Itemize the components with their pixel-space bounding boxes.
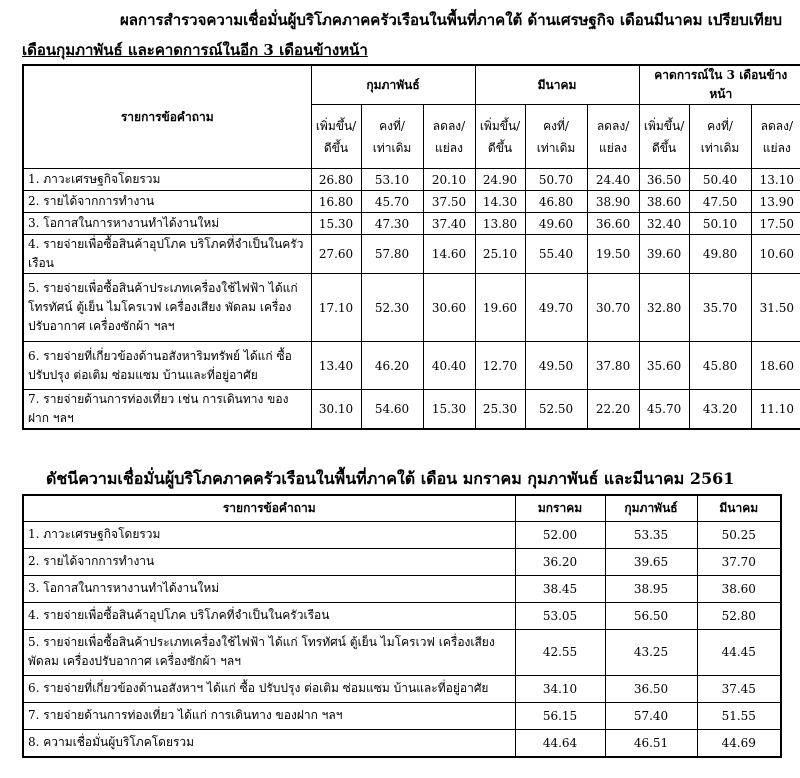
value-cell: 35.60 xyxy=(639,342,689,390)
value-cell: 20.10 xyxy=(423,169,475,191)
value-cell: 50.25 xyxy=(697,521,781,548)
sub-header-text: เท่าเดิม xyxy=(372,140,412,155)
value-cell: 44.64 xyxy=(515,729,605,757)
value-cell: 46.20 xyxy=(361,342,423,390)
value-cell: 36.50 xyxy=(605,675,697,702)
value-cell: 26.80 xyxy=(311,169,361,191)
value-cell: 32.40 xyxy=(639,213,689,235)
survey-table-body xyxy=(23,169,800,430)
row-label: 2. รายได้จากการทำงาน xyxy=(23,191,311,213)
value-cell: 49.60 xyxy=(525,213,587,235)
row-label: 7. รายจ่ายด้านการท่องเที่ยว เช่น การเดินทาง ของฝาก ฯลฯ xyxy=(23,390,311,430)
value-cell: 52.30 xyxy=(361,274,423,342)
value-cell: 50.70 xyxy=(525,169,587,191)
value-cell: 54.60 xyxy=(361,390,423,430)
sub-header-text: ลดลง/ xyxy=(760,118,793,133)
index-header-row xyxy=(23,495,781,521)
value-cell: 53.35 xyxy=(605,521,697,548)
index-item-header: รายการข้อคำถาม xyxy=(23,495,515,521)
sub-header-text: เท่าเดิม xyxy=(536,140,576,155)
row-label: 8. ความเชื่อมั่นผู้บริโภคโดยรวม xyxy=(23,729,515,757)
sub-header-text: เพิ่มขึ้น/ xyxy=(479,118,521,133)
row-label: 2. รายได้จากการทำงาน xyxy=(23,548,515,575)
value-cell: 17.50 xyxy=(751,213,800,235)
sub-header-text: เท่าเดิม xyxy=(700,140,740,155)
sub-header-text: แย่ลง xyxy=(435,140,463,155)
value-cell: 14.60 xyxy=(423,235,475,274)
value-cell: 31.50 xyxy=(751,274,800,342)
sub-header-text: เพิ่มขึ้น/ xyxy=(315,118,357,133)
value-cell: 45.80 xyxy=(689,342,751,390)
table-row xyxy=(23,629,781,675)
sub-header-down xyxy=(423,105,475,169)
value-cell: 27.60 xyxy=(311,235,361,274)
value-cell: 43.20 xyxy=(689,390,751,430)
sub-header-up xyxy=(639,105,689,169)
value-cell: 16.80 xyxy=(311,191,361,213)
sub-header-same xyxy=(361,105,423,169)
value-cell: 37.45 xyxy=(697,675,781,702)
value-cell: 56.50 xyxy=(605,602,697,629)
value-cell: 39.65 xyxy=(605,548,697,575)
value-cell: 38.95 xyxy=(605,575,697,602)
value-cell: 19.60 xyxy=(475,274,525,342)
table-row xyxy=(23,602,781,629)
table-row xyxy=(23,169,800,191)
value-cell: 34.10 xyxy=(515,675,605,702)
sub-header-text: ดีขึ้น xyxy=(323,140,349,155)
value-cell: 18.60 xyxy=(751,342,800,390)
index-month-header: มกราคม xyxy=(515,495,605,521)
value-cell: 38.60 xyxy=(639,191,689,213)
value-cell: 39.60 xyxy=(639,235,689,274)
group-header-forecast: คาดการณ์ใน 3 เดือนข้างหน้า xyxy=(639,65,800,105)
value-cell: 52.50 xyxy=(525,390,587,430)
value-cell: 17.10 xyxy=(311,274,361,342)
row-label: 4. รายจ่ายเพื่อซื้อสินค้าอุปโภค บริโภคที่จำเป็นในครัวเรือน xyxy=(23,602,515,629)
value-cell: 45.70 xyxy=(639,390,689,430)
row-label: 3. โอกาสในการหางานทำได้งานใหม่ xyxy=(23,213,311,235)
item-header: รายการข้อคำถาม xyxy=(23,65,311,169)
table-row xyxy=(23,213,800,235)
value-cell: 44.69 xyxy=(697,729,781,757)
value-cell: 25.30 xyxy=(475,390,525,430)
sub-header-down xyxy=(587,105,639,169)
survey-table xyxy=(22,64,800,430)
value-cell: 57.40 xyxy=(605,702,697,729)
table-row xyxy=(23,575,781,602)
value-cell: 40.40 xyxy=(423,342,475,390)
row-label: 7. รายจ่ายด้านการท่องเที่ยว ได้แก่ การเดินทาง ของฝาก ฯลฯ xyxy=(23,702,515,729)
sub-header-text: คงที่/ xyxy=(379,118,405,133)
report-title-line-2: เดือนกุมภาพันธ์ และคาดการณ์ในอีก 3 เดือนข้างหน้า xyxy=(22,41,368,59)
value-cell: 36.50 xyxy=(639,169,689,191)
row-label: 5. รายจ่ายเพื่อซื้อสินค้าประเภทเครื่องใช้ไฟฟ้า ได้แก่ โทรทัศน์ ตู้เย็น ไมโครเวฟ เครื่องเสียง พัดลม เครื่องปรับอากาศ เครื่องซักผ้า ฯลฯ xyxy=(23,629,515,675)
value-cell: 50.40 xyxy=(689,169,751,191)
value-cell: 47.30 xyxy=(361,213,423,235)
sub-header-up xyxy=(475,105,525,169)
value-cell: 49.70 xyxy=(525,274,587,342)
value-cell: 37.70 xyxy=(697,548,781,575)
row-label: 1. ภาวะเศรษฐกิจโดยรวม xyxy=(23,169,311,191)
value-cell: 13.10 xyxy=(751,169,800,191)
value-cell: 51.55 xyxy=(697,702,781,729)
value-cell: 10.60 xyxy=(751,235,800,274)
value-cell: 46.80 xyxy=(525,191,587,213)
sub-header-text: แย่ลง xyxy=(762,140,791,155)
row-label: 4. รายจ่ายเพื่อซื้อสินค้าอุปโภค บริโภคที่จำเป็นในครัวเรือน xyxy=(23,235,311,274)
table-row xyxy=(23,390,800,430)
row-label: 1. ภาวะเศรษฐกิจโดยรวม xyxy=(23,521,515,548)
report-title-line-1: ผลการสำรวจความเชื่อมั่นผู้บริโภคภาคครัวเรือนในพื้นที่ภาคใต้ ด้านเศรษฐกิจ เดือนมีนาคม เปรียบเทียบ xyxy=(120,11,783,29)
index-title: ดัชนีความเชื่อมั่นผู้บริโภคภาคครัวเรือนในพื้นที่ภาคใต้ เดือน มกราคม กุมภาพันธ์ และมีนาคม 2561 xyxy=(46,469,735,488)
value-cell: 49.50 xyxy=(525,342,587,390)
sub-header-up xyxy=(311,105,361,169)
index-month-header: มีนาคม xyxy=(697,495,781,521)
sub-header-down xyxy=(751,105,800,169)
value-cell: 36.20 xyxy=(515,548,605,575)
sub-header-text: เพิ่มขึ้น/ xyxy=(643,118,685,133)
value-cell: 47.50 xyxy=(689,191,751,213)
value-cell: 13.80 xyxy=(475,213,525,235)
value-cell: 15.30 xyxy=(311,213,361,235)
index-table-body xyxy=(23,521,781,757)
row-label: 3. โอกาสในการหางานทำได้งานใหม่ xyxy=(23,575,515,602)
value-cell: 14.30 xyxy=(475,191,525,213)
table-row xyxy=(23,274,800,342)
value-cell: 37.80 xyxy=(587,342,639,390)
value-cell: 49.80 xyxy=(689,235,751,274)
value-cell: 52.00 xyxy=(515,521,605,548)
value-cell: 13.40 xyxy=(311,342,361,390)
value-cell: 11.10 xyxy=(751,390,800,430)
table-row xyxy=(23,521,781,548)
sub-header-text: คงที่/ xyxy=(707,118,733,133)
value-cell: 36.60 xyxy=(587,213,639,235)
table-row xyxy=(23,702,781,729)
index-month-header: กุมภาพันธ์ xyxy=(605,495,697,521)
value-cell: 19.50 xyxy=(587,235,639,274)
table-row xyxy=(23,548,781,575)
sub-header-text: ดีขึ้น xyxy=(651,140,677,155)
value-cell: 53.10 xyxy=(361,169,423,191)
value-cell: 13.90 xyxy=(751,191,800,213)
table-row xyxy=(23,235,800,274)
sub-header-text: แย่ลง xyxy=(599,140,628,155)
value-cell: 57.80 xyxy=(361,235,423,274)
value-cell: 45.70 xyxy=(361,191,423,213)
value-cell: 25.10 xyxy=(475,235,525,274)
value-cell: 44.45 xyxy=(697,629,781,675)
value-cell: 24.40 xyxy=(587,169,639,191)
sub-header-same xyxy=(525,105,587,169)
sub-header-text: ดีขึ้น xyxy=(487,140,513,155)
value-cell: 32.80 xyxy=(639,274,689,342)
group-header-feb: กุมภาพันธ์ xyxy=(311,65,475,105)
value-cell: 46.51 xyxy=(605,729,697,757)
value-cell: 35.70 xyxy=(689,274,751,342)
value-cell: 30.60 xyxy=(423,274,475,342)
value-cell: 38.90 xyxy=(587,191,639,213)
sub-header-text: ลดลง/ xyxy=(432,118,466,133)
value-cell: 15.30 xyxy=(423,390,475,430)
row-label: 6. รายจ่ายที่เกี่ยวข้องด้านอสังหาริมทรัพย์ ได้แก่ ซื้อ ปรับปรุง ต่อเติม ซ่อมแซม บ้านและที่อยู่อาศัย xyxy=(23,342,311,390)
value-cell: 42.55 xyxy=(515,629,605,675)
row-label: 6. รายจ่ายที่เกี่ยวข้องด้านอสังหาฯ ได้แก่ ซื้อ ปรับปรุง ต่อเติม ซ่อมแซม บ้านและที่อยู่อาศัย xyxy=(23,675,515,702)
value-cell: 37.50 xyxy=(423,191,475,213)
sub-header-text: ลดลง/ xyxy=(596,118,630,133)
value-cell: 43.25 xyxy=(605,629,697,675)
value-cell: 38.60 xyxy=(697,575,781,602)
sub-header-text: คงที่/ xyxy=(543,118,569,133)
table-row xyxy=(23,342,800,390)
value-cell: 50.10 xyxy=(689,213,751,235)
sub-header-same xyxy=(689,105,751,169)
value-cell: 22.20 xyxy=(587,390,639,430)
value-cell: 52.80 xyxy=(697,602,781,629)
value-cell: 30.70 xyxy=(587,274,639,342)
table-row xyxy=(23,675,781,702)
index-table xyxy=(22,494,782,758)
group-header-mar: มีนาคม xyxy=(475,65,639,105)
value-cell: 30.10 xyxy=(311,390,361,430)
value-cell: 53.05 xyxy=(515,602,605,629)
table-row xyxy=(23,729,781,757)
value-cell: 12.70 xyxy=(475,342,525,390)
table-row xyxy=(23,191,800,213)
value-cell: 37.40 xyxy=(423,213,475,235)
value-cell: 38.45 xyxy=(515,575,605,602)
value-cell: 55.40 xyxy=(525,235,587,274)
value-cell: 24.90 xyxy=(475,169,525,191)
value-cell: 56.15 xyxy=(515,702,605,729)
row-label: 5. รายจ่ายเพื่อซื้อสินค้าประเภทเครื่องใช้ไฟฟ้า ได้แก่ โทรทัศน์ ตู้เย็น ไมโครเวฟ เครื่องเสียง พัดลม เครื่องปรับอากาศ เครื่องซักผ้า ฯลฯ xyxy=(23,274,311,342)
